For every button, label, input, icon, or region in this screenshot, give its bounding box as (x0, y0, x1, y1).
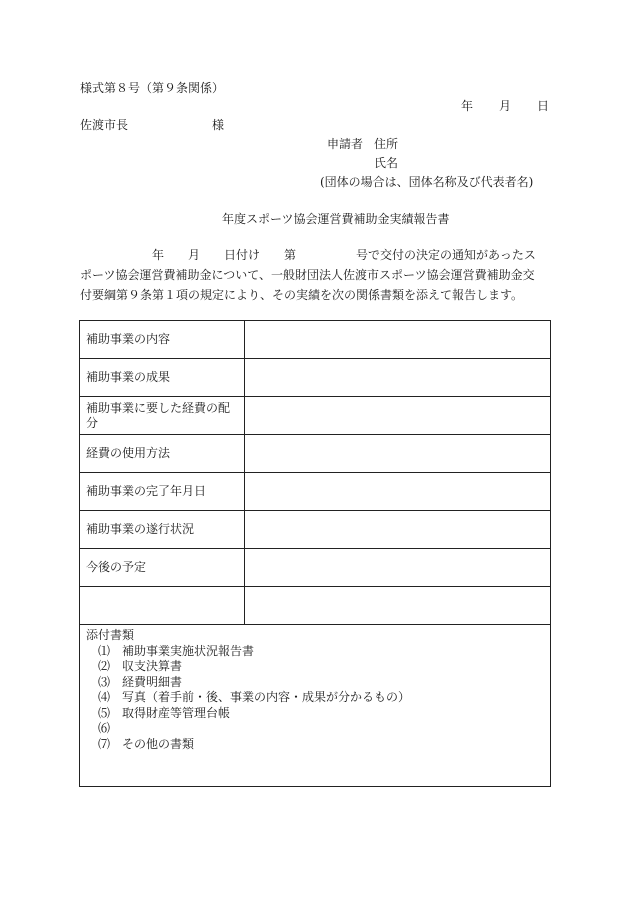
row-value[interactable] (245, 359, 551, 397)
attachment-item (86, 690, 544, 706)
table-row (80, 587, 551, 625)
row-value[interactable] (245, 511, 551, 549)
attachments-cell (80, 625, 551, 787)
attachments-title: 添付書類 (86, 628, 135, 642)
attachment-number: ⑺ (98, 736, 111, 751)
attachment-number: ⑹ (98, 721, 111, 735)
row-value[interactable] (245, 435, 551, 473)
row-label: 今後の予定 (80, 549, 245, 587)
date-day: 日 (537, 99, 550, 113)
row-label: 補助事業の完了年月日 (80, 473, 245, 511)
attachment-number: ⑴ (98, 643, 111, 658)
attachments-row (80, 625, 551, 787)
attachment-text: 収支決算書 (122, 659, 183, 673)
table-row (80, 435, 551, 473)
row-label: 補助事業の遂行状況 (80, 511, 245, 549)
address-label: 住所 (374, 137, 399, 151)
body-line: 付要綱第９条第１項の規定により、その実績を次の関係書類を添えて報告します。 (80, 288, 524, 302)
date-month: 月 (499, 99, 512, 113)
attachment-number: ⑷ (98, 690, 111, 704)
attachment-item (86, 659, 544, 675)
table-row (80, 397, 551, 435)
attachment-item (86, 644, 544, 660)
attachment-number: ⑶ (98, 674, 111, 689)
honorific: 様 (212, 118, 225, 132)
table-row (80, 549, 551, 587)
row-label: 経費の使用方法 (80, 435, 245, 473)
table-row (80, 321, 551, 359)
attachment-item (86, 721, 544, 737)
row-value[interactable] (245, 397, 551, 435)
body-line: 年 月 日付け 第 号で交付の決定の通知があったス (80, 248, 536, 262)
table-row (80, 473, 551, 511)
row-value[interactable] (245, 473, 551, 511)
attachment-number: ⑸ (98, 705, 111, 720)
attachment-text: その他の書類 (122, 736, 195, 751)
row-value[interactable] (245, 321, 551, 359)
addressee: 佐渡市長 (80, 118, 129, 132)
document-title: 年度スポーツ協会運営費補助金実績報告書 (222, 212, 450, 226)
attachment-item (86, 706, 544, 722)
attachment-number: ⑵ (98, 659, 111, 673)
attachment-item (86, 737, 544, 753)
name-label: 氏名 (374, 156, 399, 170)
row-label[interactable] (80, 587, 245, 625)
applicant-label: 申請者 (327, 137, 364, 151)
table-row (80, 511, 551, 549)
attachment-text: 写真（着手前・後、事業の内容・成果が分かるもの） (122, 690, 411, 704)
date-year: 年 (461, 99, 474, 113)
report-body (80, 245, 550, 305)
attachment-text: 取得財産等管理台帳 (122, 705, 231, 720)
row-value[interactable] (245, 587, 551, 625)
group-note: (団体の場合は、団体名称及び代表者名) (320, 175, 534, 189)
attachment-text: 補助事業実施状況報告書 (122, 643, 255, 658)
form-number: 様式第８号（第９条関係） (80, 81, 225, 95)
report-table (79, 320, 551, 787)
body-line: ポーツ協会運営費補助金について、一般財団法人佐渡市スポーツ協会運営費補助金交 (80, 268, 535, 282)
row-label: 補助事業に要した経費の配分 (80, 397, 245, 435)
row-label: 補助事業の成果 (80, 359, 245, 397)
row-value[interactable] (245, 549, 551, 587)
table-row (80, 359, 551, 397)
attachment-text: 経費明細書 (122, 674, 183, 689)
attachment-item (86, 675, 544, 691)
row-label: 補助事業の内容 (80, 321, 245, 359)
